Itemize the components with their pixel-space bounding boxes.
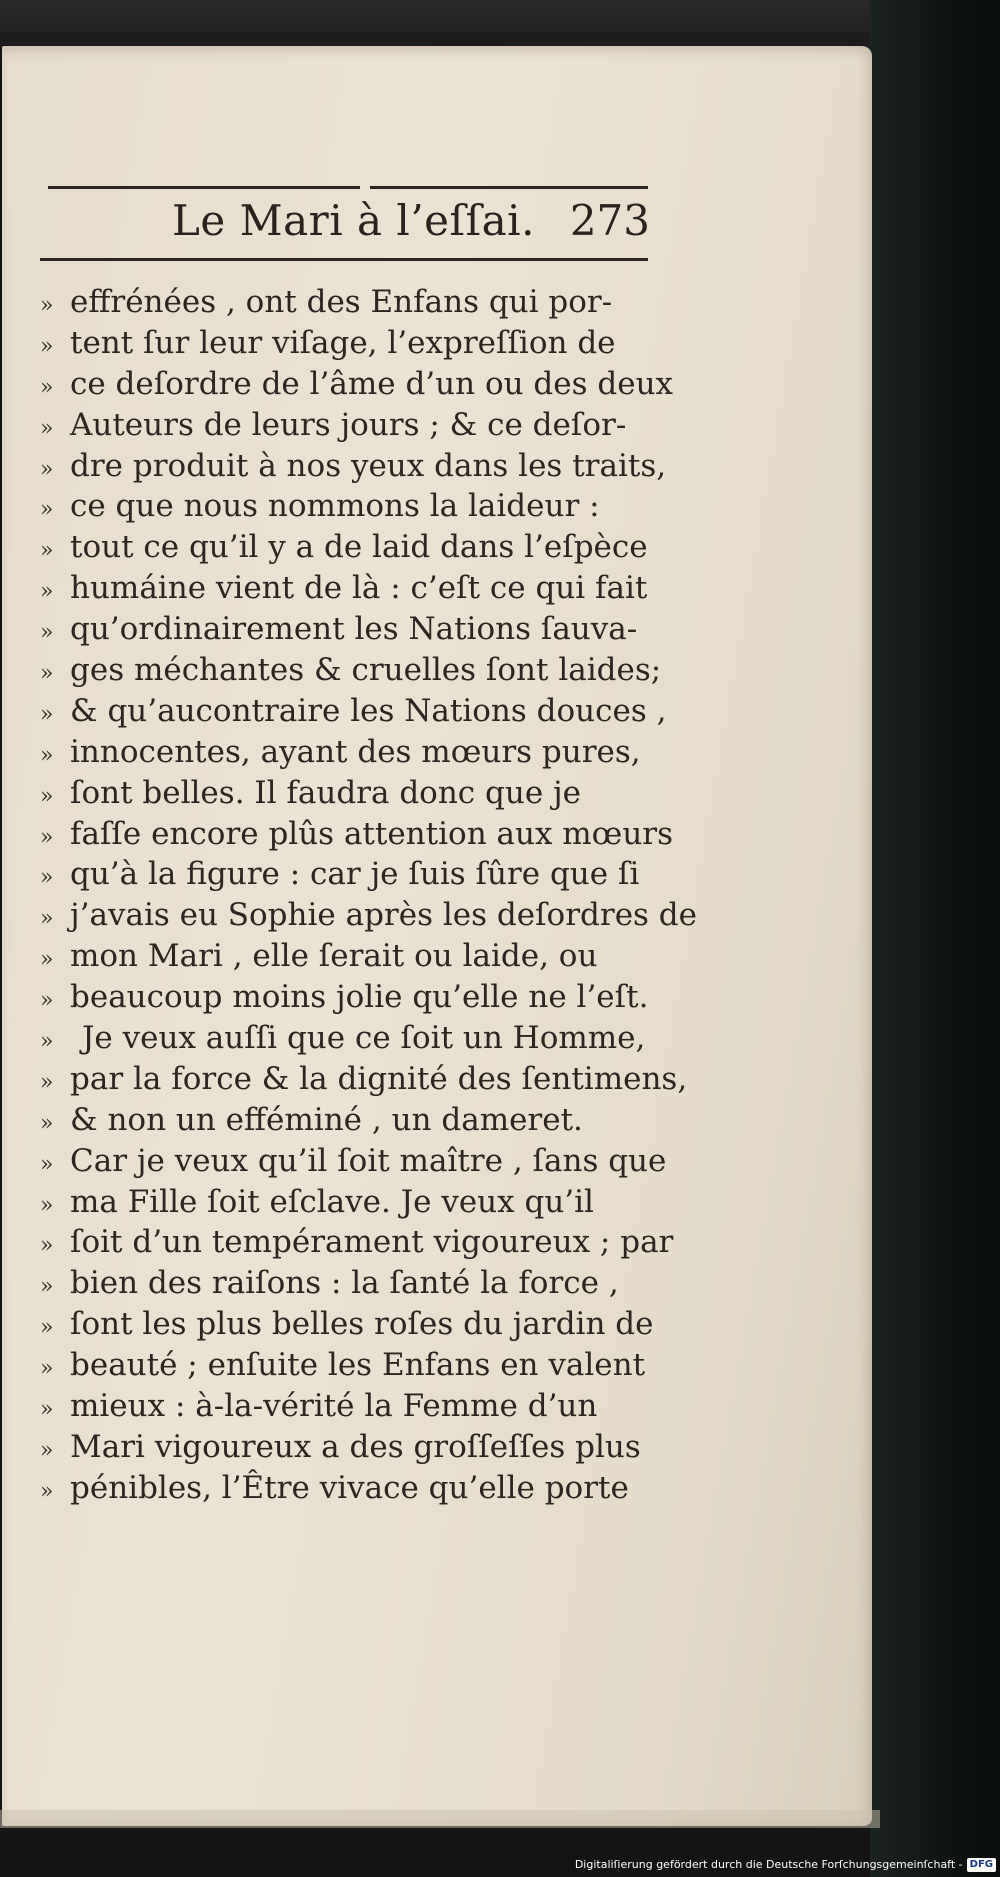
text-line — [40, 486, 670, 527]
quotation-mark: » — [40, 783, 54, 809]
line-text: ce que nous nommons la laideur : — [70, 488, 600, 525]
line-text: bien des raiſons : la ſanté la force , — [70, 1265, 619, 1302]
text-line — [40, 977, 670, 1018]
quotation-mark: » — [40, 1397, 54, 1423]
header-rule-bottom — [40, 258, 648, 261]
running-title: Le Mari à l’eſſai. — [172, 196, 535, 245]
line-text: Auteurs de leurs jours ; & ce deſor- — [70, 406, 627, 443]
quotation-mark: » — [40, 906, 54, 932]
quotation-mark: » — [40, 988, 54, 1014]
quotation-mark: » — [40, 865, 54, 891]
line-text: qu’ordinairement les Nations ſauva- — [70, 611, 638, 648]
text-line — [40, 1304, 670, 1345]
quotation-mark: » — [40, 1356, 54, 1382]
text-line — [40, 568, 670, 609]
line-text: ma Fille ſoit eſclave. Je veux qu’il — [70, 1183, 594, 1220]
line-text: & qu’aucontraire les Nations douces , — [70, 692, 667, 729]
quotation-mark: » — [40, 1478, 54, 1504]
text-line — [40, 854, 670, 895]
line-text: ſont belles. Il faudra donc que je — [70, 774, 581, 811]
line-text: ce deſordre de l’âme d’un ou des deux — [70, 365, 674, 402]
text-line — [40, 1059, 688, 1100]
text-line — [40, 323, 670, 364]
line-text: ſont les plus belles roſes du jardin de — [70, 1306, 654, 1343]
quotation-mark: » — [40, 293, 54, 318]
line-text: effrénées , ont des Enfans qui por- — [70, 284, 613, 320]
quotation-mark: » — [40, 1029, 54, 1055]
quotation-mark: » — [40, 701, 54, 727]
credit-text: Digitaliſierung gefördert durch die Deutsche Forſchungsgemeinſchaft - — [574, 1858, 963, 1871]
quotation-mark: » — [40, 1233, 54, 1259]
page-edge — [0, 1810, 880, 1828]
text-line — [40, 282, 670, 323]
quotation-mark: » — [40, 415, 54, 441]
text-line — [40, 1263, 670, 1304]
text-line — [40, 1018, 670, 1059]
quotation-mark: » — [40, 824, 54, 850]
line-text: ſoit d’un tempérament vigoureux ; par — [70, 1224, 674, 1261]
running-header — [40, 196, 650, 254]
quotation-mark: » — [40, 333, 54, 359]
text-line — [40, 1141, 670, 1182]
text-line — [40, 1222, 674, 1263]
quotation-mark: » — [40, 1110, 54, 1136]
text-line — [40, 691, 670, 732]
text-line — [40, 364, 674, 405]
text-line — [40, 895, 697, 936]
quotation-mark: » — [40, 1069, 54, 1095]
text-line — [40, 405, 670, 446]
header-rule-top-right — [370, 186, 648, 189]
text-line — [40, 650, 670, 691]
line-text: faſſe encore plûs attention aux mœurs — [70, 815, 674, 852]
text-line — [40, 527, 670, 568]
text-line — [40, 446, 670, 487]
line-text: Mari vigoureux a des groſſeſſes plus — [70, 1428, 641, 1465]
line-text: beauté ; enſuite les Enfans en valent — [70, 1347, 646, 1384]
line-text: ges méchantes & cruelles ſont laides; — [70, 652, 662, 689]
dfg-logo: DFG — [967, 1858, 996, 1872]
text-line — [40, 1345, 670, 1386]
text-line — [40, 936, 670, 977]
text-line — [40, 1182, 670, 1223]
body-text — [40, 282, 697, 1509]
line-text: tent ſur leur viſage, l’expreſſion de — [70, 324, 616, 361]
line-text: mieux : à-la-vérité la Femme d’un — [70, 1388, 598, 1425]
text-line — [40, 732, 670, 773]
text-line — [40, 609, 670, 650]
page-number: 273 — [569, 196, 650, 245]
line-text: tout ce qu’il y a de laid dans l’eſpèce — [70, 529, 648, 566]
line-text: beaucoup moins jolie qu’elle ne l’eſt. — [70, 979, 649, 1016]
line-text: humáine vient de là : c’eſt ce qui fait — [70, 570, 648, 607]
quotation-mark: » — [40, 661, 54, 687]
quotation-mark: » — [40, 374, 54, 400]
quotation-mark: » — [40, 620, 54, 646]
quotation-mark: » — [40, 1437, 54, 1463]
line-text: pénibles, l’Être vivace qu’elle porte — [70, 1469, 629, 1506]
line-text: Car je veux qu’il ſoit maître , ſans que — [70, 1142, 667, 1179]
quotation-mark: » — [40, 1315, 54, 1341]
quotation-mark: » — [40, 1192, 54, 1218]
text-line — [40, 1468, 670, 1509]
line-text: dre produit à nos yeux dans les traits, — [70, 447, 667, 484]
text-line — [40, 1386, 670, 1427]
line-text: par la force & la dignité des ſentimens, — [70, 1060, 688, 1097]
quotation-mark: » — [40, 579, 54, 605]
scan-background-right — [870, 0, 1000, 1877]
line-text: innocentes, ayant des mœurs pures, — [70, 733, 641, 770]
scan-background-top — [0, 0, 1000, 48]
quotation-mark: » — [40, 1274, 54, 1300]
text-line — [40, 1427, 670, 1468]
quotation-mark: » — [40, 947, 54, 973]
quotation-mark: » — [40, 742, 54, 768]
quotation-mark: » — [40, 1151, 54, 1177]
line-text: j’avais eu Sophie après les deſordres de — [70, 897, 697, 934]
quotation-mark: » — [40, 538, 54, 564]
quotation-mark: » — [40, 497, 54, 523]
text-line — [40, 1100, 670, 1141]
quotation-mark: » — [40, 456, 54, 482]
line-text: mon Mari , elle ſerait ou laide, ou — [70, 938, 598, 975]
line-text: qu’à la figure : car je ſuis ſûre que ſi — [70, 856, 640, 893]
line-text: Je veux auſſi que ce ſoit un Homme, — [82, 1020, 646, 1057]
header-rule-top-left — [48, 186, 360, 189]
text-line — [40, 814, 674, 855]
digitization-credit — [575, 1855, 996, 1875]
line-text: & non un efféminé , un dameret. — [70, 1101, 583, 1138]
text-line — [40, 773, 670, 814]
